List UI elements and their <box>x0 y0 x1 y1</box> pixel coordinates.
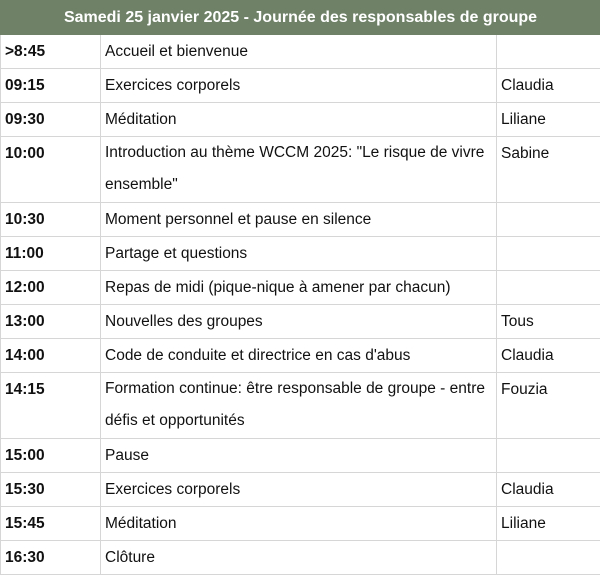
table-row <box>1 373 600 439</box>
person-cell <box>497 439 600 473</box>
activity-cell: Nouvelles des groupes <box>101 305 497 339</box>
table-row <box>1 541 600 575</box>
person-cell <box>497 203 600 237</box>
person-cell: Fouzia <box>497 373 600 439</box>
activity-cell: Partage et questions <box>101 237 497 271</box>
person-cell: Claudia <box>497 473 600 507</box>
person-cell: Sabine <box>497 137 600 203</box>
table-row <box>1 507 600 541</box>
activity-cell: Exercices corporels <box>101 69 497 103</box>
activity-cell: Introduction au thème WCCM 2025: "Le risque de vivre ensemble" <box>101 137 497 203</box>
time-cell: 09:30 <box>1 103 101 137</box>
time-cell: 10:00 <box>1 137 101 203</box>
activity-cell: Repas de midi (pique-nique à amener par chacun) <box>101 271 497 305</box>
person-cell <box>497 35 600 69</box>
time-cell: 15:30 <box>1 473 101 507</box>
table-row <box>1 305 600 339</box>
table-row <box>1 35 600 69</box>
table-row <box>1 271 600 305</box>
table-row <box>1 473 600 507</box>
table-row <box>1 339 600 373</box>
table-row <box>1 237 600 271</box>
time-cell: 13:00 <box>1 305 101 339</box>
activity-cell: Clôture <box>101 541 497 575</box>
table-row <box>1 69 600 103</box>
activity-cell: Méditation <box>101 103 497 137</box>
table-row <box>1 203 600 237</box>
time-cell: 09:15 <box>1 69 101 103</box>
time-cell: 10:30 <box>1 203 101 237</box>
time-cell: 11:00 <box>1 237 101 271</box>
schedule-title: Samedi 25 janvier 2025 - Journée des responsables de groupe <box>1 1 600 35</box>
time-cell: 15:45 <box>1 507 101 541</box>
time-cell: >8:45 <box>1 35 101 69</box>
person-cell <box>497 271 600 305</box>
time-cell: 14:15 <box>1 373 101 439</box>
time-cell: 15:00 <box>1 439 101 473</box>
time-cell: 12:00 <box>1 271 101 305</box>
person-cell: Claudia <box>497 69 600 103</box>
table-header-row <box>1 1 600 35</box>
table-row <box>1 137 600 203</box>
person-cell <box>497 237 600 271</box>
activity-cell: Accueil et bienvenue <box>101 35 497 69</box>
activity-cell: Méditation <box>101 507 497 541</box>
person-cell: Tous <box>497 305 600 339</box>
time-cell: 16:30 <box>1 541 101 575</box>
person-cell <box>497 541 600 575</box>
person-cell: Claudia <box>497 339 600 373</box>
time-cell: 14:00 <box>1 339 101 373</box>
activity-cell: Pause <box>101 439 497 473</box>
table-row <box>1 103 600 137</box>
activity-cell: Code de conduite et directrice en cas d'abus <box>101 339 497 373</box>
person-cell: Liliane <box>497 507 600 541</box>
activity-cell: Exercices corporels <box>101 473 497 507</box>
activity-cell: Formation continue: être responsable de groupe - entre défis et opportunités <box>101 373 497 439</box>
person-cell: Liliane <box>497 103 600 137</box>
table-row <box>1 439 600 473</box>
activity-cell: Moment personnel et pause en silence <box>101 203 497 237</box>
